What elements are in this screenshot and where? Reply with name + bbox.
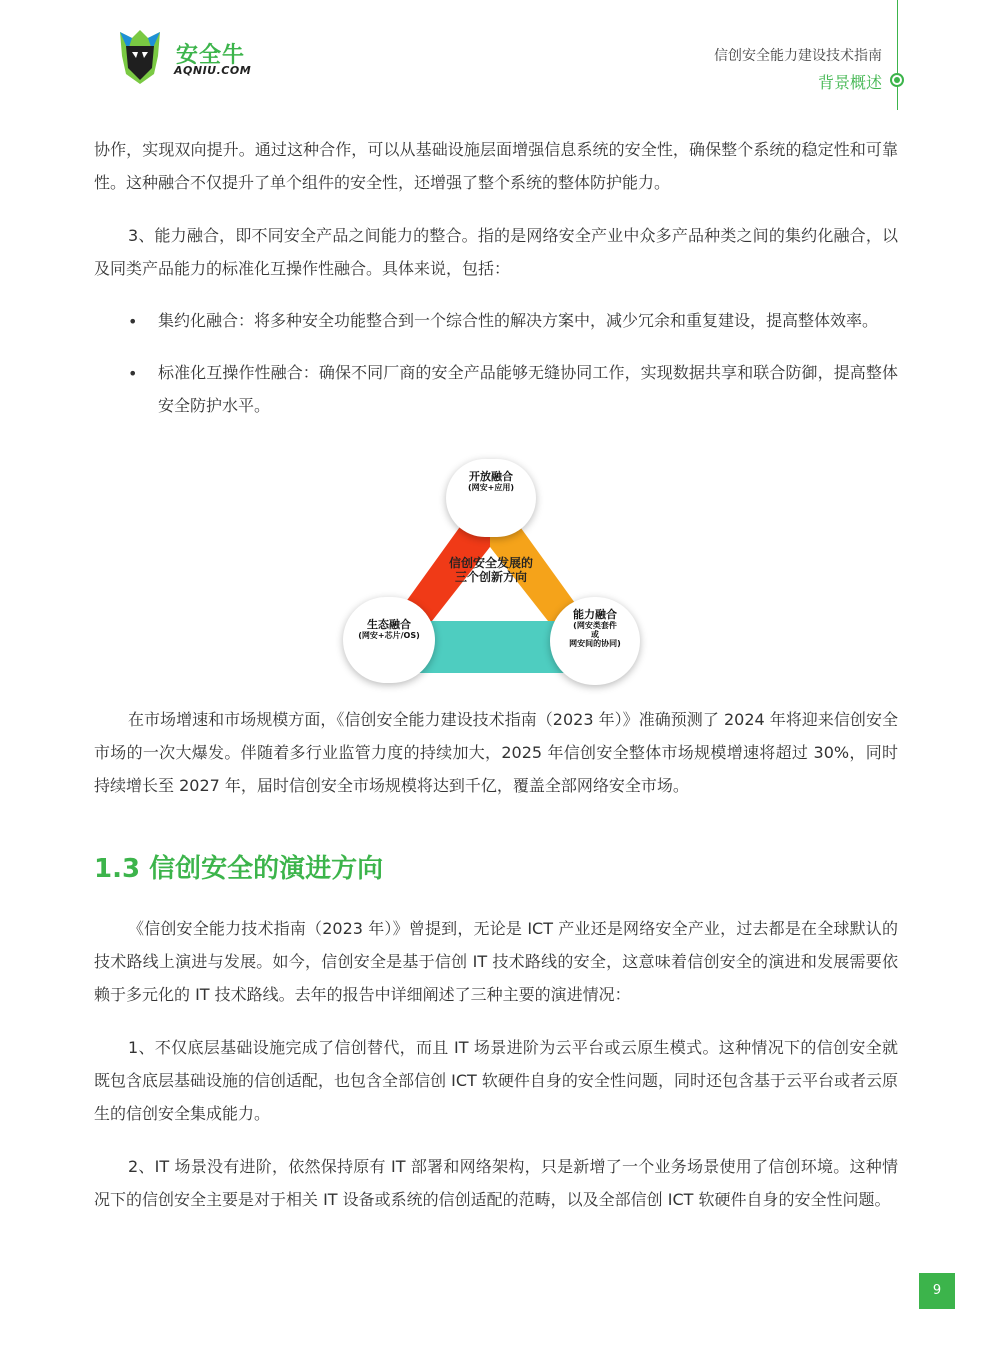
paragraph-evolution-intro: 《信创安全能力技术指南（2023 年）》曾提到，无论是 ICT 产业还是网络安全产业，过去都是在全球默认的技术路线上演进与发展。如今，信创安全是基于信创 IT 技术路线的安全，这意味着信创安全的演进和发展需要依赖于多元化的 IT 技术路线。去年的报告中详细阐述了三种主要的演进情况： [94,919,898,1004]
node-ecosystem-fusion: 生态融合 (网安+芯片/OS) [343,597,435,683]
innovation-directions-diagram [340,455,644,685]
section-heading: 1.3 信创安全的演进方向 [94,854,384,884]
node-open-fusion: 开放融合 (网安+应用) [446,459,536,537]
page-number: 9 [919,1273,955,1309]
logo-name: 安全牛 [176,43,246,68]
bullet-intensive-fusion: 集约化融合：将多种安全功能整合到一个综合性的解决方案中，减少冗余和重复建设，提高整体效率。 [158,311,879,330]
header-divider [897,0,898,110]
header-section-title: 背景概述 [817,73,882,92]
section-marker-icon [890,73,904,87]
header-doc-title: 信创安全能力建设技术指南 [714,48,882,64]
paragraph-scenario-1: 1、不仅底层基础设施完成了信创替代，而且 IT 场景进阶为云平台或云原生模式。这种情况下的信创安全就既包含底层基础设施的信创适配，也包含全部信创 ICT 软硬件自身的安全性问题，同时还包含基于云平台或者云原生的信创安全集成能力。 [94,1038,898,1123]
bullet-icon: • [128,312,138,331]
bullet-interop-fusion: 标准化互操作性融合：确保不同厂商的安全产品能够无缝协同工作，实现数据共享和联合防御，提高整体安全防护水平。 [158,363,898,415]
paragraph-capability-fusion: 3、能力融合，即不同安全产品之间能力的整合。指的是网络安全产业中众多产品种类之间的集约化融合，以及同类产品能力的标准化互操作性融合。具体来说，包括： [94,226,898,278]
paragraph-market-forecast: 在市场增速和市场规模方面，《信创安全能力建设技术指南（2023 年）》准确预测了 2024 年将迎来信创安全市场的一次大爆发。伴随着多行业监管力度的持续加大，2025 年信创安全整体市场规模增速将超过 30%，同时持续增长至 2027 年，届时信创安全市场规模将达到千亿，覆盖全部网络安全市场。 [94,710,898,795]
bullet-icon: • [128,364,138,383]
paragraph-cooperation: 协作，实现双向提升。通过这种合作，可以从基础设施层面增强信息系统的安全性，确保整个系统的稳定性和可靠性。这种融合不仅提升了单个组件的安全性，还增强了整个系统的整体防护能力。 [94,140,898,192]
logo-domain: AQNIU.COM [174,64,252,77]
paragraph-scenario-2: 2、IT 场景没有进阶，依然保持原有 IT 部署和网络架构，只是新增了一个业务场景使用了信创环境。这种情况下的信创安全主要是对于相关 IT 设备或系统的信创适配的范畴，以及全部信创 ICT 软硬件自身的安全性问题。 [94,1157,898,1209]
node-capability-fusion: 能力融合 (网安类套件 或 网安间的协同) [550,597,640,685]
diagram-center-label: 信创安全发展的 三个创新方向 [448,556,533,584]
